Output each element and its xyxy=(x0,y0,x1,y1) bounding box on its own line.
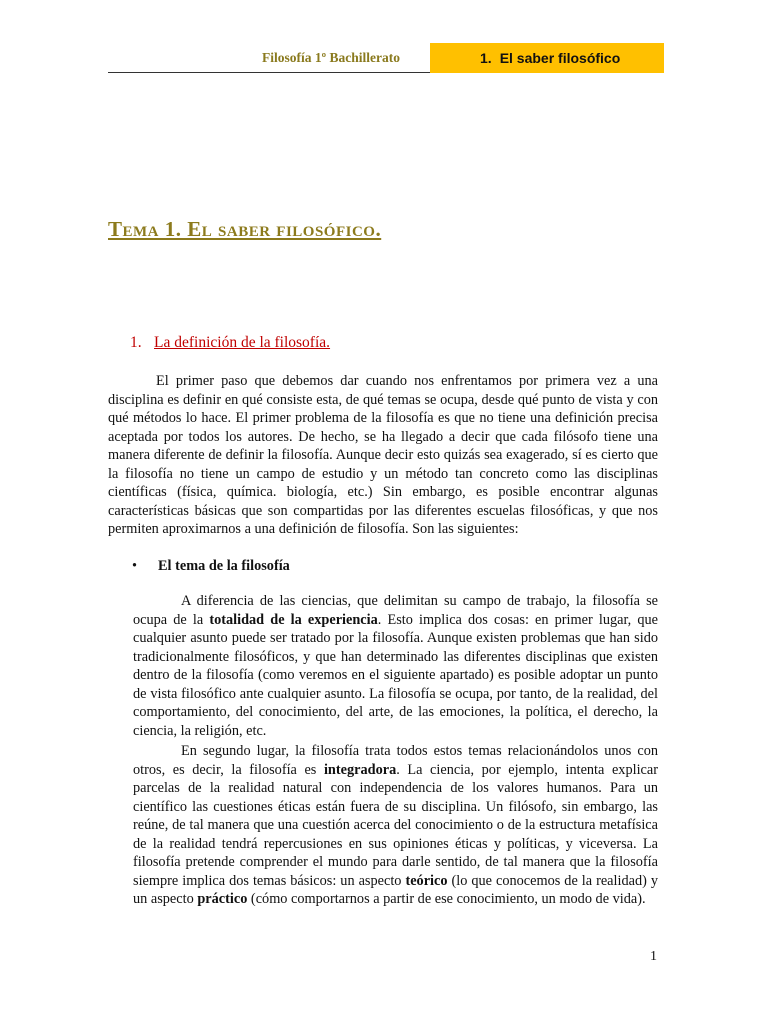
bold-term: teórico xyxy=(405,872,448,889)
bold-term: totalidad de la experiencia xyxy=(209,611,378,628)
text-run: (lo que conocemos de la realidad) y un aspecto xyxy=(133,872,659,907)
text-run: . Esto implica dos cosas: en primer lugar, que cualquier asunto puede ser tratado por la filosofía. Aunque existen problemas que han sido tradicionalmente filosóficos, y que han determinado las diferentes disciplinas que existen dentro de la filosofía (como veremos en el siguiente apartado) es posible adoptar un punto de vista filosófico ante cualquier asunto. La filosofía se ocupa, por tanto, de la realidad, del comportamiento, del conocimiento, del arte, de las emociones, la política, el derecho, la ciencia, la religión, etc. xyxy=(133,611,659,739)
bullet-item xyxy=(132,558,290,575)
paragraph-integration-text xyxy=(133,742,658,909)
paragraph-topic-text xyxy=(133,592,658,740)
paragraph-intro-text: El primer paso que debemos dar cuando nos enfrentamos por primera vez a una disciplina es definir en qué consiste esta, de qué temas se ocupa, desde qué punto de vista y con qué métodos lo hace. El primer problema de la filosofía es que no tiene una definición precisa aceptada por todos los autores. De hecho, se ha llegado a decir que cada filósofo tiene una manera diferente de definir la filosofía. Aunque decir esto quizás sea exagerado, sí es cierto que la filosofía no tiene un campo de estudio y un método tan concreto como las disciplinas científicas (física, química. biología, etc.) Sin embargo, es posible encontrar algunas características básicas que son compartidas por las diferentes escuelas filosóficas, y que nos permiten aproximarnos a una definición de filosofía. Son las siguientes: xyxy=(108,373,658,537)
bullet-dot: • xyxy=(132,558,138,574)
page-title: Tema 1. El saber filosófico. xyxy=(108,217,382,241)
section-title: La definición de la filosofía. xyxy=(154,334,331,351)
text-run: En segundo lugar, la filosofía trata todos estos temas relacionándolos unos con otros, es decir, la filosofía es xyxy=(133,743,658,778)
header-rule xyxy=(108,72,430,73)
header-course: Filosofía 1º Bachillerato xyxy=(262,50,400,65)
section-number: 1. xyxy=(130,334,142,351)
bold-term: práctico xyxy=(197,891,248,907)
text-run: A diferencia de las ciencias, que delimitan su campo de trabajo, la filosofía se ocupa de la xyxy=(133,593,658,628)
header-chapter-box xyxy=(430,43,664,73)
bullet-label: El tema de la filosofía xyxy=(158,558,290,574)
text-run: (cómo comportarnos a partir de ese conocimiento, un modo de vida). xyxy=(247,891,646,907)
text-run: . La ciencia, por ejemplo, intenta explicar parcelas de la realidad natural con independencia de los valores humanos. Para un científico las cuestiones éticas están fuera de su disciplina. Un filósofo, sin embargo, las reúne, de tal manera que una cuestión acerca del conocimiento o de la estructura metafísica de la realidad tendrá repercusiones en sus opiniones éticas y políticas, y viceversa. La filosofía pretende comprender el mundo para darle sentido, de tal manera que la filosofía siempre implica dos temas básicos: un aspecto xyxy=(133,761,658,889)
header-chapter-title: El saber filosófico xyxy=(499,50,621,66)
section-heading xyxy=(130,334,330,352)
header-chapter-number: 1. xyxy=(480,50,492,66)
paragraph-topic xyxy=(133,592,658,740)
page-number: 1 xyxy=(650,949,657,964)
paragraph-integration xyxy=(133,742,658,909)
paragraph-intro xyxy=(108,372,658,539)
bold-term: integradora xyxy=(323,761,397,778)
